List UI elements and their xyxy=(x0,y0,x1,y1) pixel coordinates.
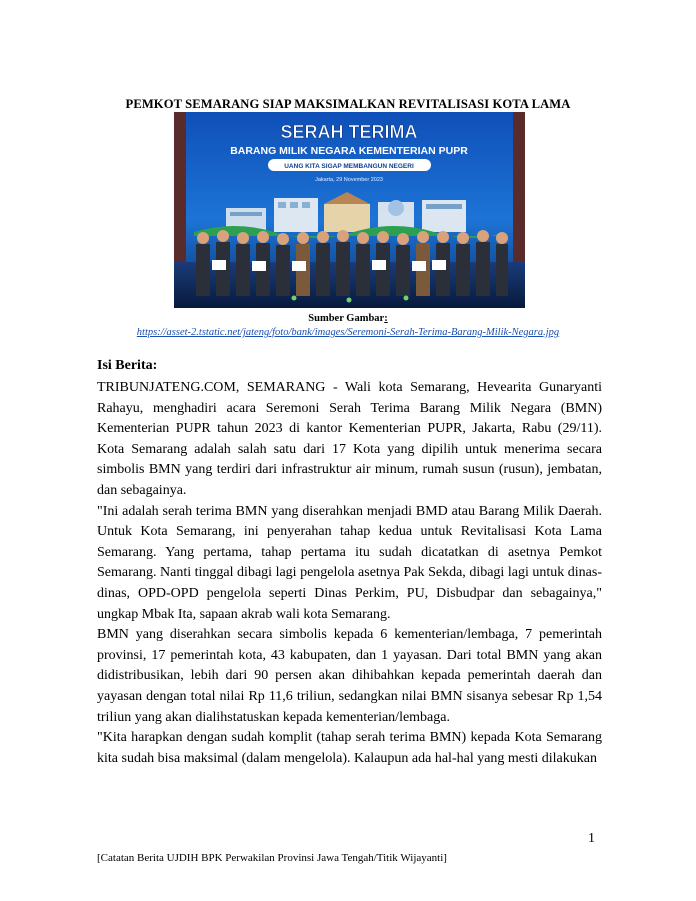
caption-source-link[interactable]: https://asset-2.tstatic.net/jateng/foto/bank/images/Seremoni-Serah-Terima-Barang-Milik-Negara.jpg xyxy=(136,327,560,338)
paragraph: BMN yang diserahkan secara simbolis kepada 6 kementerian/lembaga, 7 pemerintah provinsi, 17 pemerintah kota, 43 kabupaten, dan 1 yayasan. Dari total BMN yang akan didistribusikan, lebih dari 90 persen akan dihibahkan kepada pemerintah daerah dan yayasan dengan total nilai Rp 11,6 triliun, sedangkan nilai BMN sisanya sebesar Rp 1,54 triliun yang akan dialihstatuskan kepada kementerian/lembaga. xyxy=(97,627,602,725)
image-caption xyxy=(0,312,696,340)
page-footer: [Catatan Berita UJDIH BPK Perwakilan Provinsi Jawa Tengah/Titik Wijayanti] xyxy=(97,852,447,864)
article-photo xyxy=(174,112,525,308)
section-heading: Isi Berita: xyxy=(97,358,158,373)
caption-source-label xyxy=(0,312,696,326)
paragraph: "Ini adalah serah terima BMN yang diserahkan menjadi BMD atau Barang Milik Daerah. Untuk Kota Semarang, ini penyerahan tahap kedua untuk Revitalisasi Kota Lama Semarang. Yang pertama, tahap pertama itu sudah dicatatkan di asetnya Pemkot Semarang. Nanti tinggal dibagi lagi pengelola asetnya Pak Sekda, dibagi lagi untuk dinas-dinas, OPD-OPD pengelola seperti Dinas Perkim, PU, Disbudpar dan sebagainya," ungkap Mbak Ita, sapaan akrab wali kota Semarang. xyxy=(97,503,602,622)
banner-tagline: UANG KITA SIGAP MEMBANGUN NEGERI xyxy=(284,163,414,170)
paragraph: "Kita harapkan dengan sudah komplit (tahap serah terima BMN) kepada Kota Semarang kita sudah bisa maksimal (dalam mengelola). Kalaupun ada hal-hal yang mesti dilakukan xyxy=(97,730,602,766)
caption-label: Sumber Gambar xyxy=(308,313,385,324)
caption-colon: : xyxy=(384,313,388,324)
article-title: PEMKOT SEMARANG SIAP MAKSIMALKAN REVITALISASI KOTA LAMA xyxy=(125,97,571,111)
banner-line1: SERAH TERIMA xyxy=(280,122,418,142)
banner-date: Jakarta, 29 November 2023 xyxy=(315,177,383,183)
article-body xyxy=(97,378,602,769)
paragraph: TRIBUNJATENG.COM, SEMARANG - Wali kota Semarang, Hevearita Gunaryanti Rahayu, menghadiri acara Seremoni Serah Terima Barang Milik Negara (BMN) Kementerian PUPR tahun 2023 di kantor Kementerian PUPR, Jakarta, Rabu (29/11). Kota Semarang adalah salah satu dari 17 Kota yang dipilih untuk menerima secara simbolis BMN yang terdiri dari infrastruktur air minum, rumah susun (rusun), jembatan, dan sebagainya. xyxy=(97,380,602,498)
page-number: 1 xyxy=(588,831,595,846)
banner-line2: BARANG MILIK NEGARA KEMENTERIAN PUPR xyxy=(230,145,468,157)
